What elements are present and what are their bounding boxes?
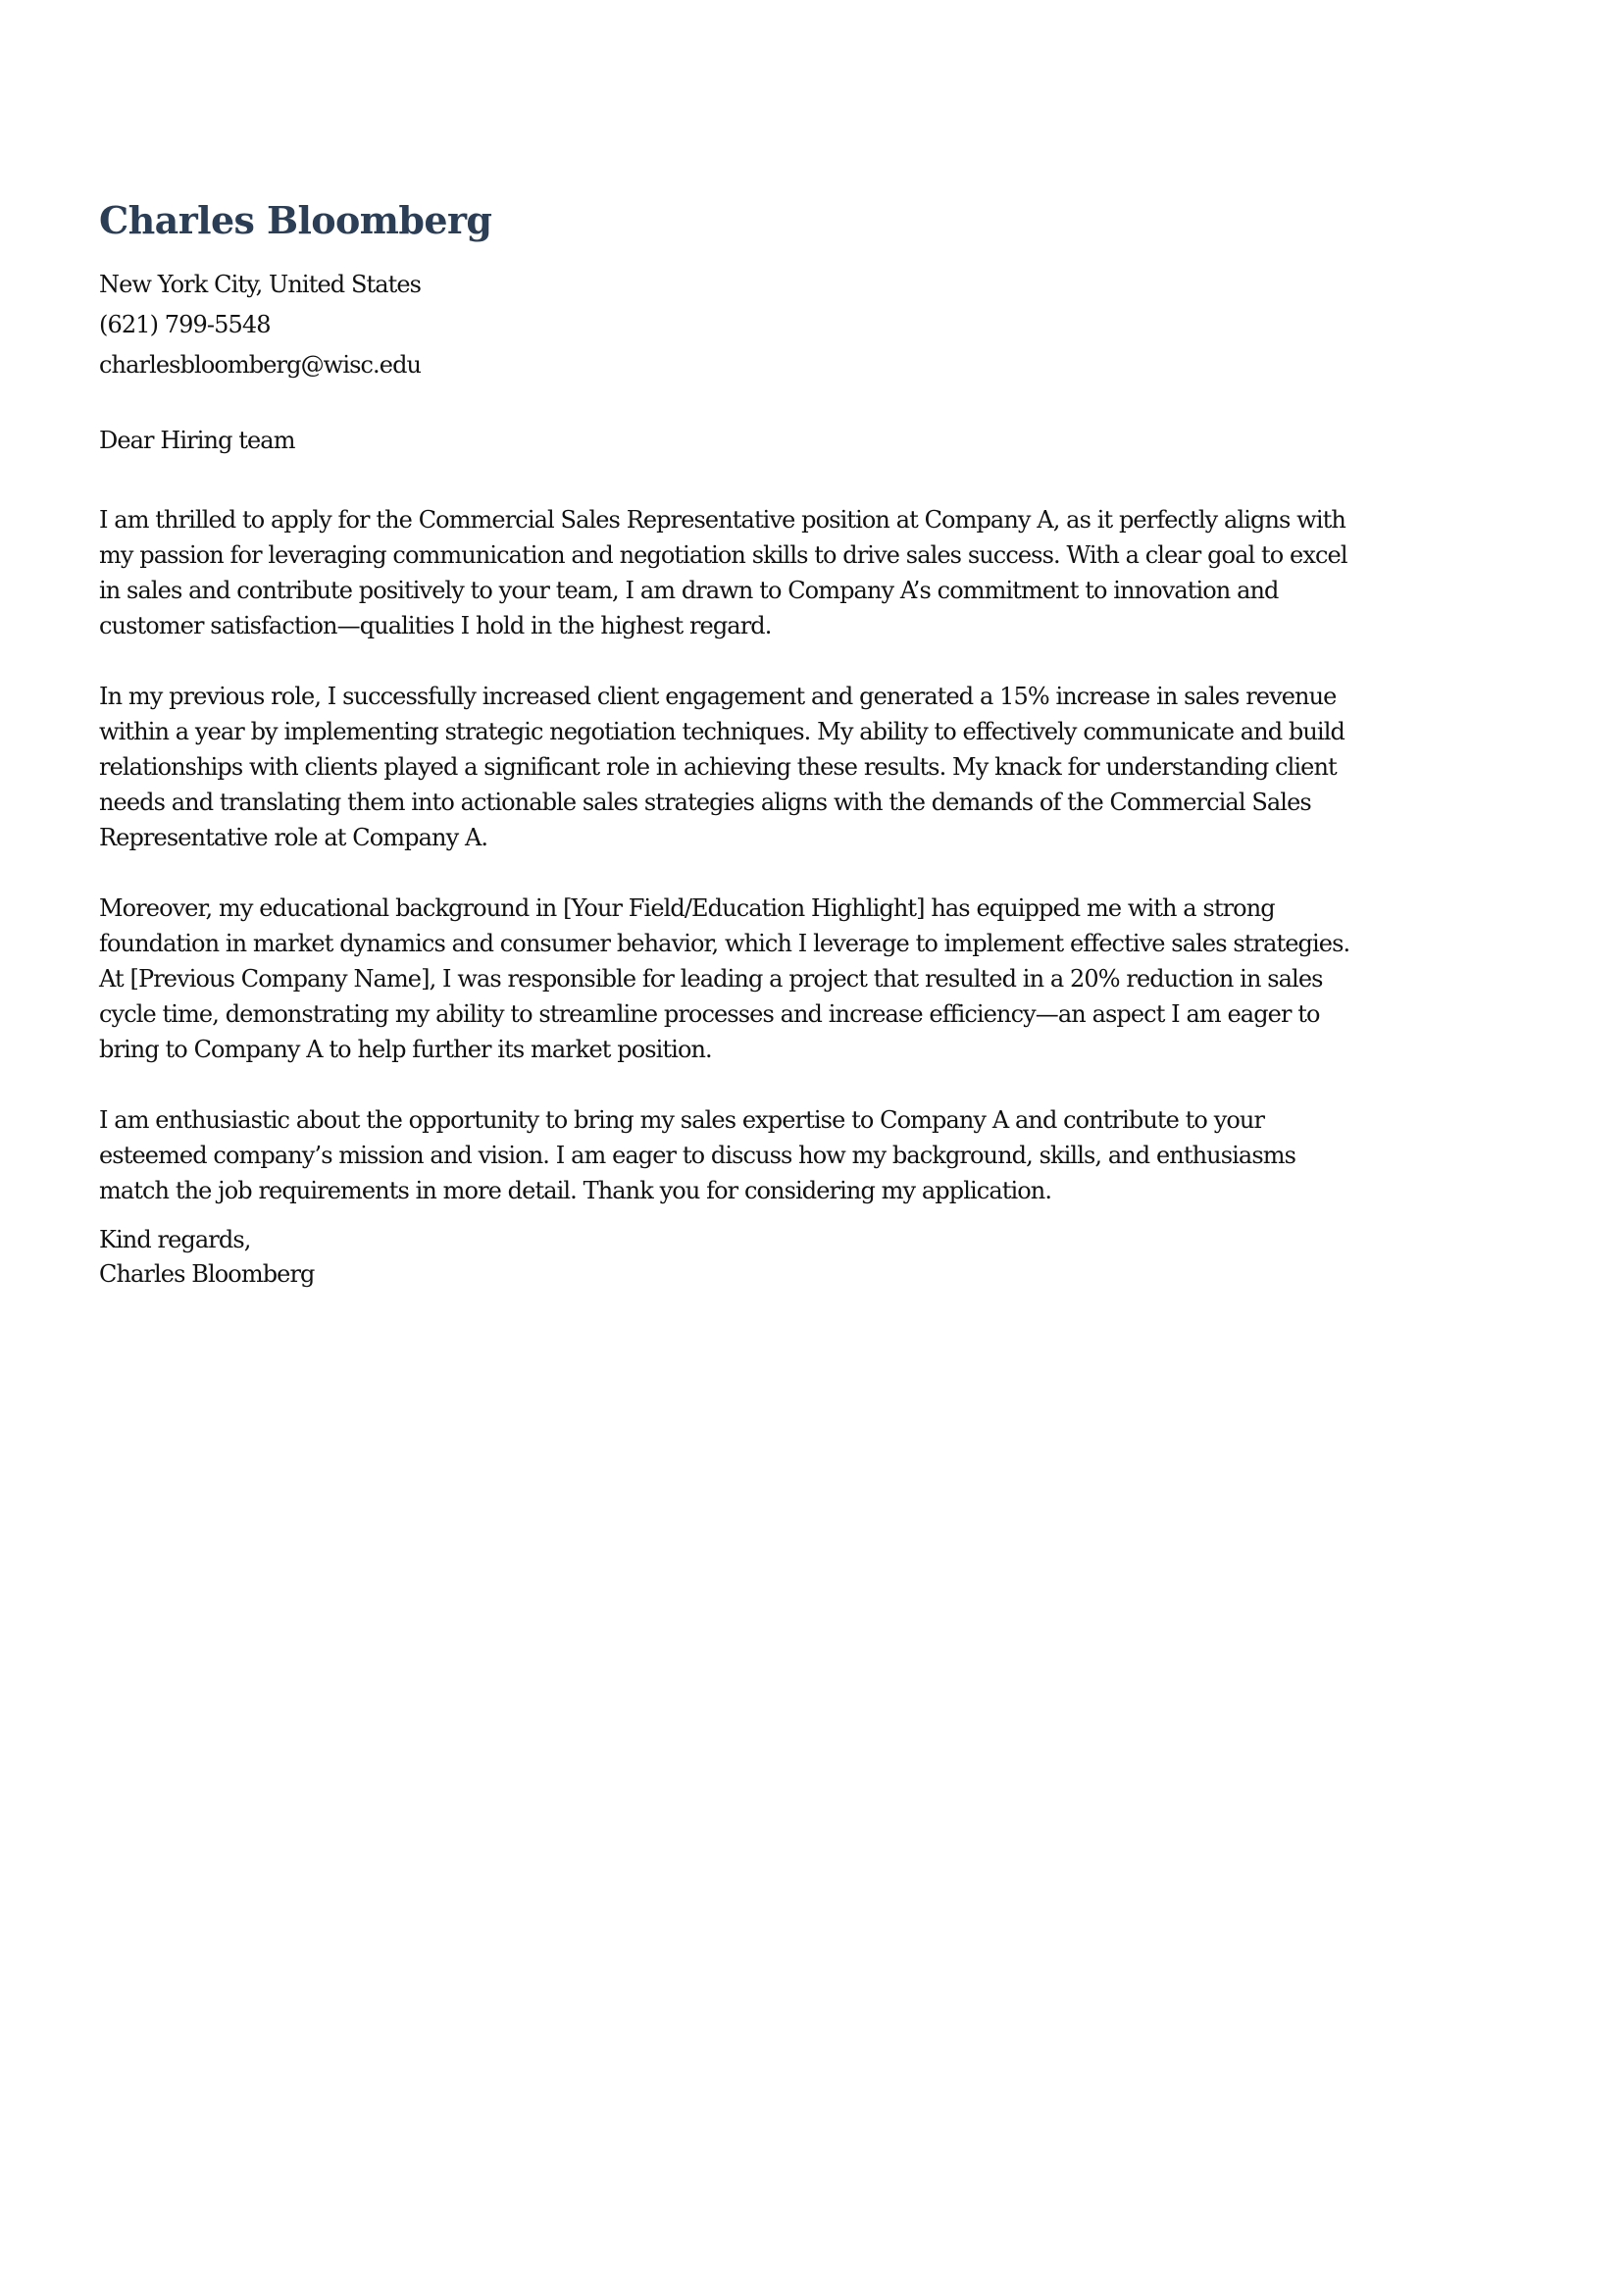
paragraph-line: Representative role at Company A. xyxy=(99,824,488,851)
paragraph-line: esteemed company’s mission and vision. I am eager to discuss how my background, skills, and enthusiasms xyxy=(99,1142,1296,1169)
paragraph-line: customer satisfaction—qualities I hold in the highest regard. xyxy=(99,612,772,639)
signature-name: Charles Bloomberg xyxy=(99,1260,315,1288)
paragraph-line: Moreover, my educational background in [Your Field/Education Highlight] has equipped me with a strong xyxy=(99,894,1275,922)
closing-block xyxy=(99,1223,315,1292)
paragraph-4 xyxy=(99,1102,1541,1208)
closing-phrase: Kind regards, xyxy=(99,1226,251,1253)
paragraph-line: my passion for leveraging communication and negotiation skills to drive sales success. With a clear goal to excel xyxy=(99,541,1347,569)
paragraph-line: relationships with clients played a significant role in achieving these results. My knack for understanding client xyxy=(99,753,1337,781)
paragraph-3 xyxy=(99,891,1541,1067)
contact-location: New York City, United States xyxy=(99,271,422,298)
paragraph-1 xyxy=(99,502,1541,643)
paragraph-line: I am thrilled to apply for the Commercial Sales Representative position at Company A, as it perfectly aligns with xyxy=(99,506,1345,534)
salutation: Dear Hiring team xyxy=(99,427,295,454)
contact-phone: (621) 799-5548 xyxy=(99,311,271,338)
paragraph-line: match the job requirements in more detail. Thank you for considering my application. xyxy=(99,1177,1052,1204)
paragraph-line: At [Previous Company Name], I was responsible for leading a project that resulted in a 20% reduction in sales xyxy=(99,965,1323,993)
paragraph-line: within a year by implementing strategic negotiation techniques. My ability to effectively communicate and build xyxy=(99,718,1345,745)
contact-info xyxy=(99,265,421,385)
paragraph-line: needs and translating them into actionable sales strategies aligns with the demands of the Commercial Sales xyxy=(99,789,1311,816)
paragraph-2 xyxy=(99,679,1541,855)
paragraph-line: In my previous role, I successfully increased client engagement and generated a 15% increase in sales revenue xyxy=(99,683,1337,710)
paragraph-line: I am enthusiastic about the opportunity to bring my sales expertise to Company A and contribute to your xyxy=(99,1106,1265,1134)
paragraph-line: foundation in market dynamics and consumer behavior, which I leverage to implement effective sales strategies. xyxy=(99,930,1350,957)
letter-body xyxy=(99,502,1541,1244)
applicant-name-heading: Charles Bloomberg xyxy=(99,198,492,242)
paragraph-line: in sales and contribute positively to your team, I am drawn to Company A’s commitment to innovation and xyxy=(99,577,1279,604)
contact-email: charlesbloomberg@wisc.edu xyxy=(99,351,422,379)
paragraph-line: bring to Company A to help further its market position. xyxy=(99,1036,712,1063)
paragraph-line: cycle time, demonstrating my ability to streamline processes and increase efficiency—an aspect I am eager to xyxy=(99,1000,1320,1028)
